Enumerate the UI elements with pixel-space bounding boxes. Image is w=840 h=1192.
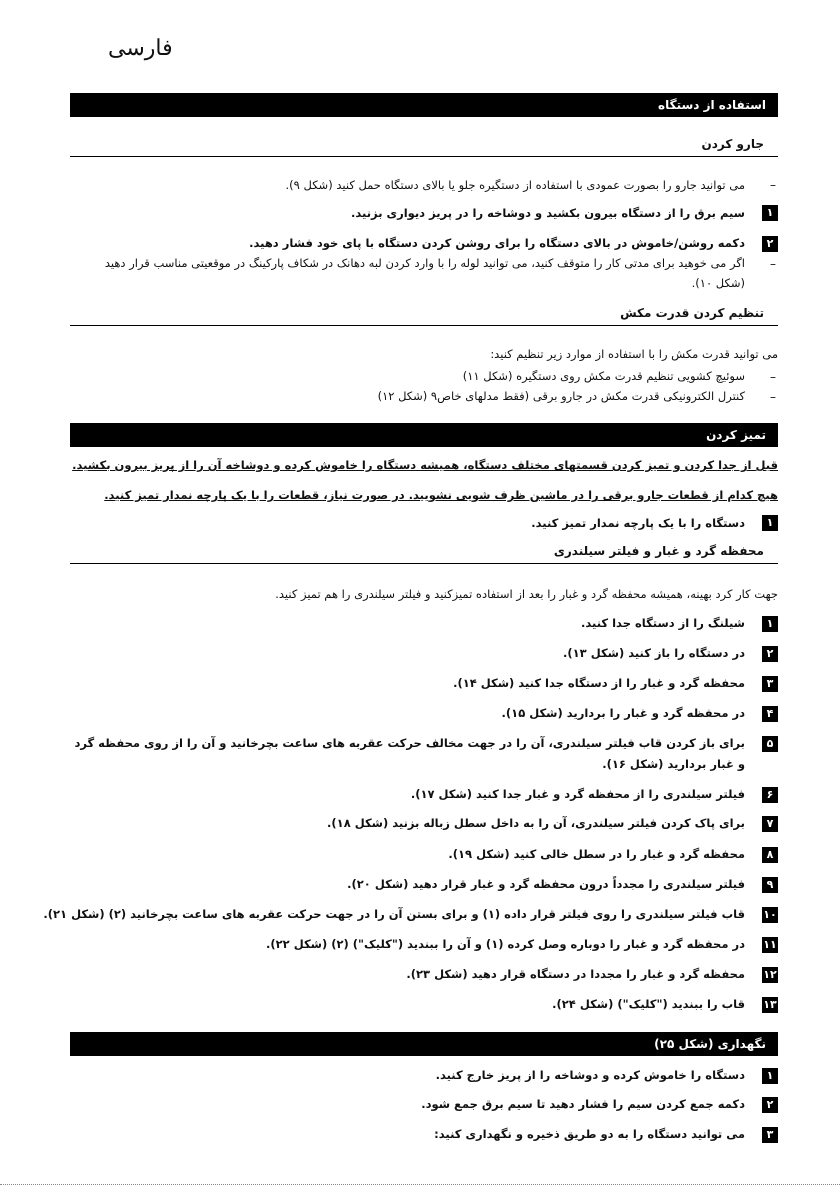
subheading-dust-filter: محفظه گرد و غبار و فیلتر سیلندری bbox=[70, 544, 778, 564]
section-header-usage: استفاده از دستگاه bbox=[70, 93, 778, 117]
dust-step-11: در محفظه گرد و غبار را دوباره وصل کرده (۱) و آن را ببندید ("کلیک") (۲) (شکل ۲۲). bbox=[266, 937, 745, 951]
step-number: ۸ bbox=[762, 847, 778, 863]
power-slider: سوئیچ کشویی تنظیم قدرت مکش روی دستگیره (شکل ۱۱) bbox=[462, 369, 745, 383]
storage-step-1: دستگاه را خاموش کرده و دوشاخه را از پریز خارج کنید. bbox=[435, 1068, 745, 1082]
step-number: ۵ bbox=[762, 736, 778, 752]
bullet-dash: – bbox=[770, 257, 776, 271]
subheading-vacuuming: جارو کردن bbox=[70, 137, 778, 157]
dust-step-4: در محفظه گرد و غبار را بردارید (شکل ۱۵). bbox=[501, 706, 745, 720]
section-header-storage: نگهداری (شکل ۲۵) bbox=[70, 1032, 778, 1056]
step-number: ۳ bbox=[762, 676, 778, 692]
step-number: ۹ bbox=[762, 877, 778, 893]
step-number: ۲ bbox=[762, 646, 778, 662]
step-number: ۱۱ bbox=[763, 938, 777, 951]
step-number: ۱۰ bbox=[763, 908, 777, 921]
power-intro: می توانید قدرت مکش را با استفاده از موارد زیر تنظیم کنید: bbox=[490, 347, 778, 361]
dust-step-10: قاب فیلتر سیلندری را روی فیلتر قرار داده (۱) و برای بستن آن را در جهت حرکت عقربه های ساعت بچرخانید (۲) (شکل ۲۱). bbox=[43, 907, 745, 921]
subheading-power: تنظیم کردن قدرت مکش bbox=[70, 306, 778, 326]
step-number: ۲ bbox=[762, 1097, 778, 1113]
vac-note-parking: اگر می خوهید برای مدتی کار را متوقف کنید، می توانید لوله را با وارد کردن لبه دهانک در شکاف پارکینگ در موقعیتی مناسب قرار دهید (شکل ۱۰). bbox=[104, 256, 745, 290]
step-number: ۱ bbox=[762, 616, 778, 632]
dust-step-2: در دستگاه را باز کنید (شکل ۱۳). bbox=[563, 646, 745, 660]
dust-step-1: شیلنگ را از دستگاه جدا کنید. bbox=[581, 616, 745, 630]
storage-step-3: می توانید دستگاه را به دو طریق ذخیره و نگهداری کنید: bbox=[434, 1127, 745, 1141]
step-number: ۱ bbox=[762, 1068, 778, 1084]
cleaning-warning-dishwasher: هیچ کدام از قطعات جارو برقی را در ماشین ظرف شویی نشویید. در صورت نیاز، قطعات را با یک پارچه نمدار تمیز کنید. bbox=[104, 488, 778, 502]
dust-step-8: محفظه گرد و غبار را در سطل خالی کنید (شکل ۱۹). bbox=[448, 847, 745, 861]
section-header-cleaning: تمیز کردن bbox=[70, 423, 778, 447]
step-number: ۷ bbox=[762, 816, 778, 832]
step-number: ۲ bbox=[762, 236, 778, 252]
dust-step-12: محفظه گرد و غبار را مجددا در دستگاه قرار دهید (شکل ۲۳). bbox=[406, 967, 745, 981]
clean-step-1: دستگاه را با یک پارچه نمدار تمیز کنید. bbox=[531, 516, 745, 530]
storage-step-2: دکمه جمع کردن سیم را فشار دهید تا سیم برق جمع شود. bbox=[421, 1097, 745, 1111]
step-number: ۳ bbox=[762, 1127, 778, 1143]
vac-note-carry: می توانید جارو را بصورت عمودی با استفاده از دستگیره جلو یا بالای دستگاه حمل کنید (شکل ۹). bbox=[285, 178, 745, 192]
dust-step-13: قاب را ببندید ("کلیک") (شکل ۲۴). bbox=[552, 997, 745, 1011]
step-number: ۱۲ bbox=[763, 968, 777, 981]
step-number: ۴ bbox=[762, 706, 778, 722]
step-number: ۱۳ bbox=[763, 998, 777, 1011]
bullet-dash: – bbox=[770, 370, 776, 384]
step-number: ۶ bbox=[762, 787, 778, 803]
bullet-dash: – bbox=[770, 178, 776, 192]
power-electronic: کنترل الکترونیکی قدرت مکش در جارو برقی (فقط مدلهای خاص۹ (شکل ۱۲) bbox=[377, 389, 745, 403]
dust-intro: جهت کار کرد بهینه، همیشه محفظه گرد و غبار را بعد از استفاده تمیزکنید و فیلتر سیلندری را هم تمیز کنید. bbox=[275, 587, 778, 601]
dust-step-7: برای پاک کردن فیلتر سیلندری، آن را به داخل سطل زباله بزنید (شکل ۱۸). bbox=[327, 816, 745, 830]
dust-step-3: محفظه گرد و غبار را از دستگاه جدا کنید (شکل ۱۴). bbox=[453, 676, 745, 690]
dust-step-6: فیلتر سیلندری را از محفظه گرد و غبار جدا کنید (شکل ۱۷). bbox=[410, 787, 745, 801]
language-label: فارسی bbox=[108, 36, 173, 61]
dust-step-5: برای باز کردن قاب فیلتر سیلندری، آن را در جهت مخالف حرکت عقربه های ساعت بچرخانید و آن را از روی محفظه گرد و غبار بردارید (شکل ۱۶). bbox=[74, 736, 745, 771]
dust-step-9: فیلتر سیلندری را مجدداً درون محفظه گرد و غبار قرار دهید (شکل ۲۰). bbox=[347, 877, 745, 891]
cleaning-warning-unplug: قبل از جدا کردن و تمیز کردن قسمتهای مختلف دستگاه، همیشه دستگاه را خاموش کرده و دوشاخه آن را از پریز بیرون بکشید. bbox=[72, 458, 778, 472]
vac-step-1: سیم برق را از دستگاه بیرون بکشید و دوشاخه را در پریز دیواری بزنید. bbox=[351, 206, 745, 220]
step-number: ۱ bbox=[762, 515, 778, 531]
footer-print-marks bbox=[0, 1184, 840, 1192]
vac-step-2: دکمه روشن/خاموش در بالای دستگاه را برای روشن کردن دستگاه با پای خود فشار دهید. bbox=[249, 236, 745, 250]
bullet-dash: – bbox=[770, 390, 776, 404]
step-number: ۱ bbox=[762, 205, 778, 221]
